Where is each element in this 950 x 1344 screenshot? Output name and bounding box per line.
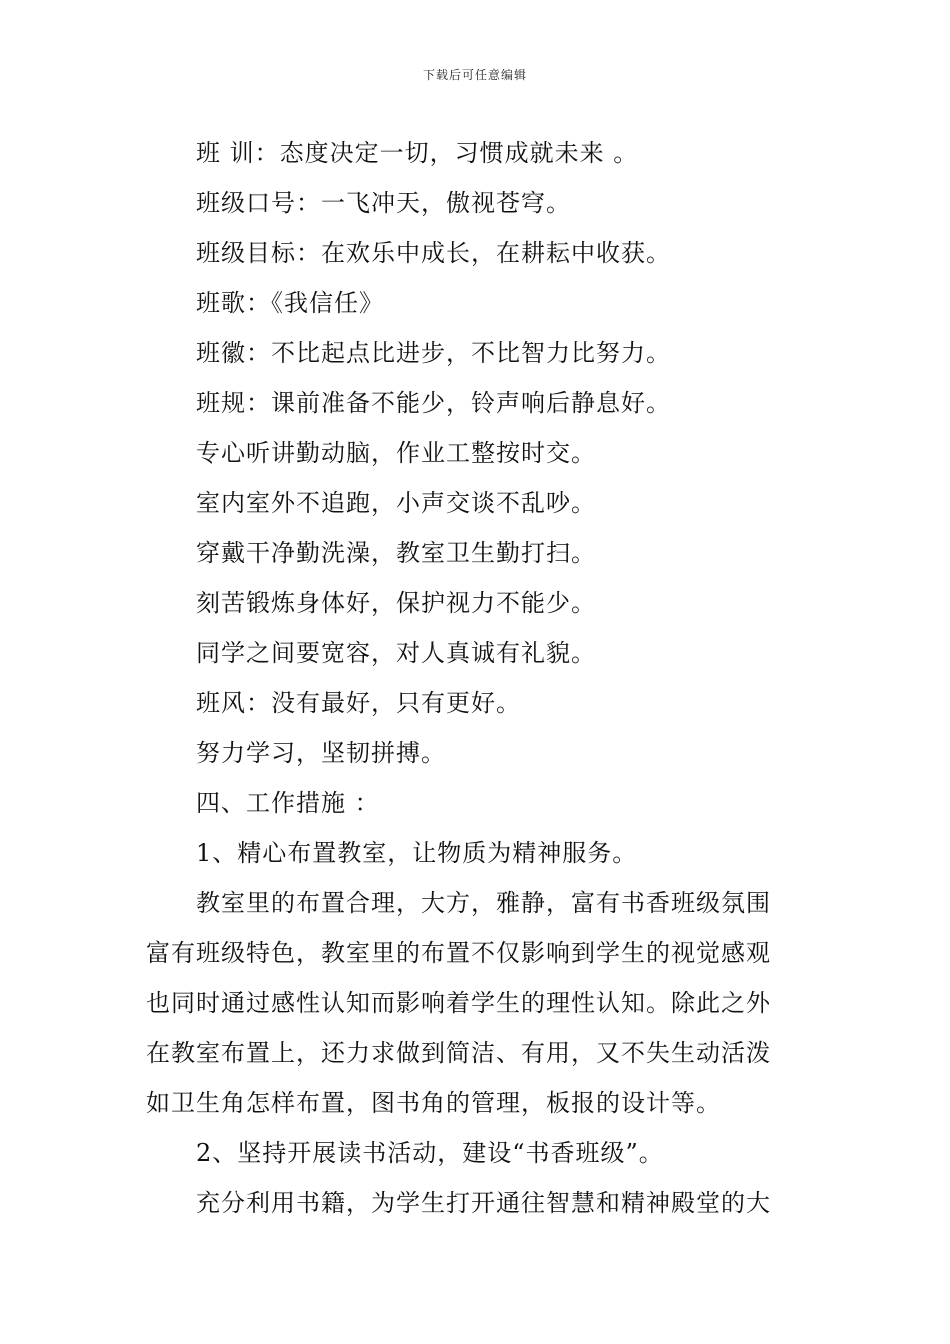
class-motto-line: 班 训：态度决定一切，习惯成就未来 。 [196,139,639,167]
paragraph-line: 也同时通过感性认知而影响着学生的理性认知。除此之外 [146,989,771,1017]
class-rules-line: 刻苦锻炼身体好，保护视力不能少。 [196,589,596,617]
paragraph-line: 富有班级特色，教室里的布置不仅影响到学生的视觉感观 [146,939,771,967]
paragraph-line: 充分利用书籍，为学生打开通往智慧和精神殿堂的大 [196,1189,771,1217]
paragraph-classroom-layout [146,878,816,1128]
class-rules-line: 班规：课前准备不能少，铃声响后静息好。 [196,389,671,417]
paragraph-line: 如卫生角怎样布置，图书角的管理，板报的设计等。 [146,1089,721,1117]
class-slogan-line: 班级口号：一飞冲天，傲视苍穹。 [196,189,571,217]
page-header: 下载后可任意编辑 [422,68,527,82]
paragraph-reading [146,1178,816,1228]
class-song-line: 班歌：《我信任》 [196,289,384,317]
class-style-line: 努力学习，坚韧拼搏。 [196,739,446,767]
class-rules-line: 穿戴干净勤洗澡，教室卫生勤打扫。 [196,539,596,567]
class-rules-line: 同学之间要宽容，对人真诚有礼貌。 [196,639,596,667]
paragraph-line: 在教室布置上，还力求做到简洁、有用，又不失生动活泼 [146,1039,771,1067]
class-rules-line: 专心听讲勤动脑，作业工整按时交。 [196,439,596,467]
class-style-line: 班风：没有最好，只有更好。 [196,689,521,717]
subsection-heading: 1、精心布置教室，让物质为精神服务。 [196,839,638,867]
class-rules-line: 室内室外不追跑，小声交谈不乱吵。 [196,489,596,517]
class-goal-line: 班级目标：在欢乐中成长，在耕耘中收获。 [196,239,671,267]
paragraph-line: 教室里的布置合理，大方，雅静，富有书香班级氛围 [196,889,771,917]
subsection-heading: 2、坚持开展读书活动，建设“书香班级”。 [196,1139,664,1167]
document-body [146,128,816,1228]
class-emblem-line: 班徽：不比起点比进步，不比智力比努力。 [196,339,671,367]
section-heading: 四、工作措施 ： [196,789,380,817]
